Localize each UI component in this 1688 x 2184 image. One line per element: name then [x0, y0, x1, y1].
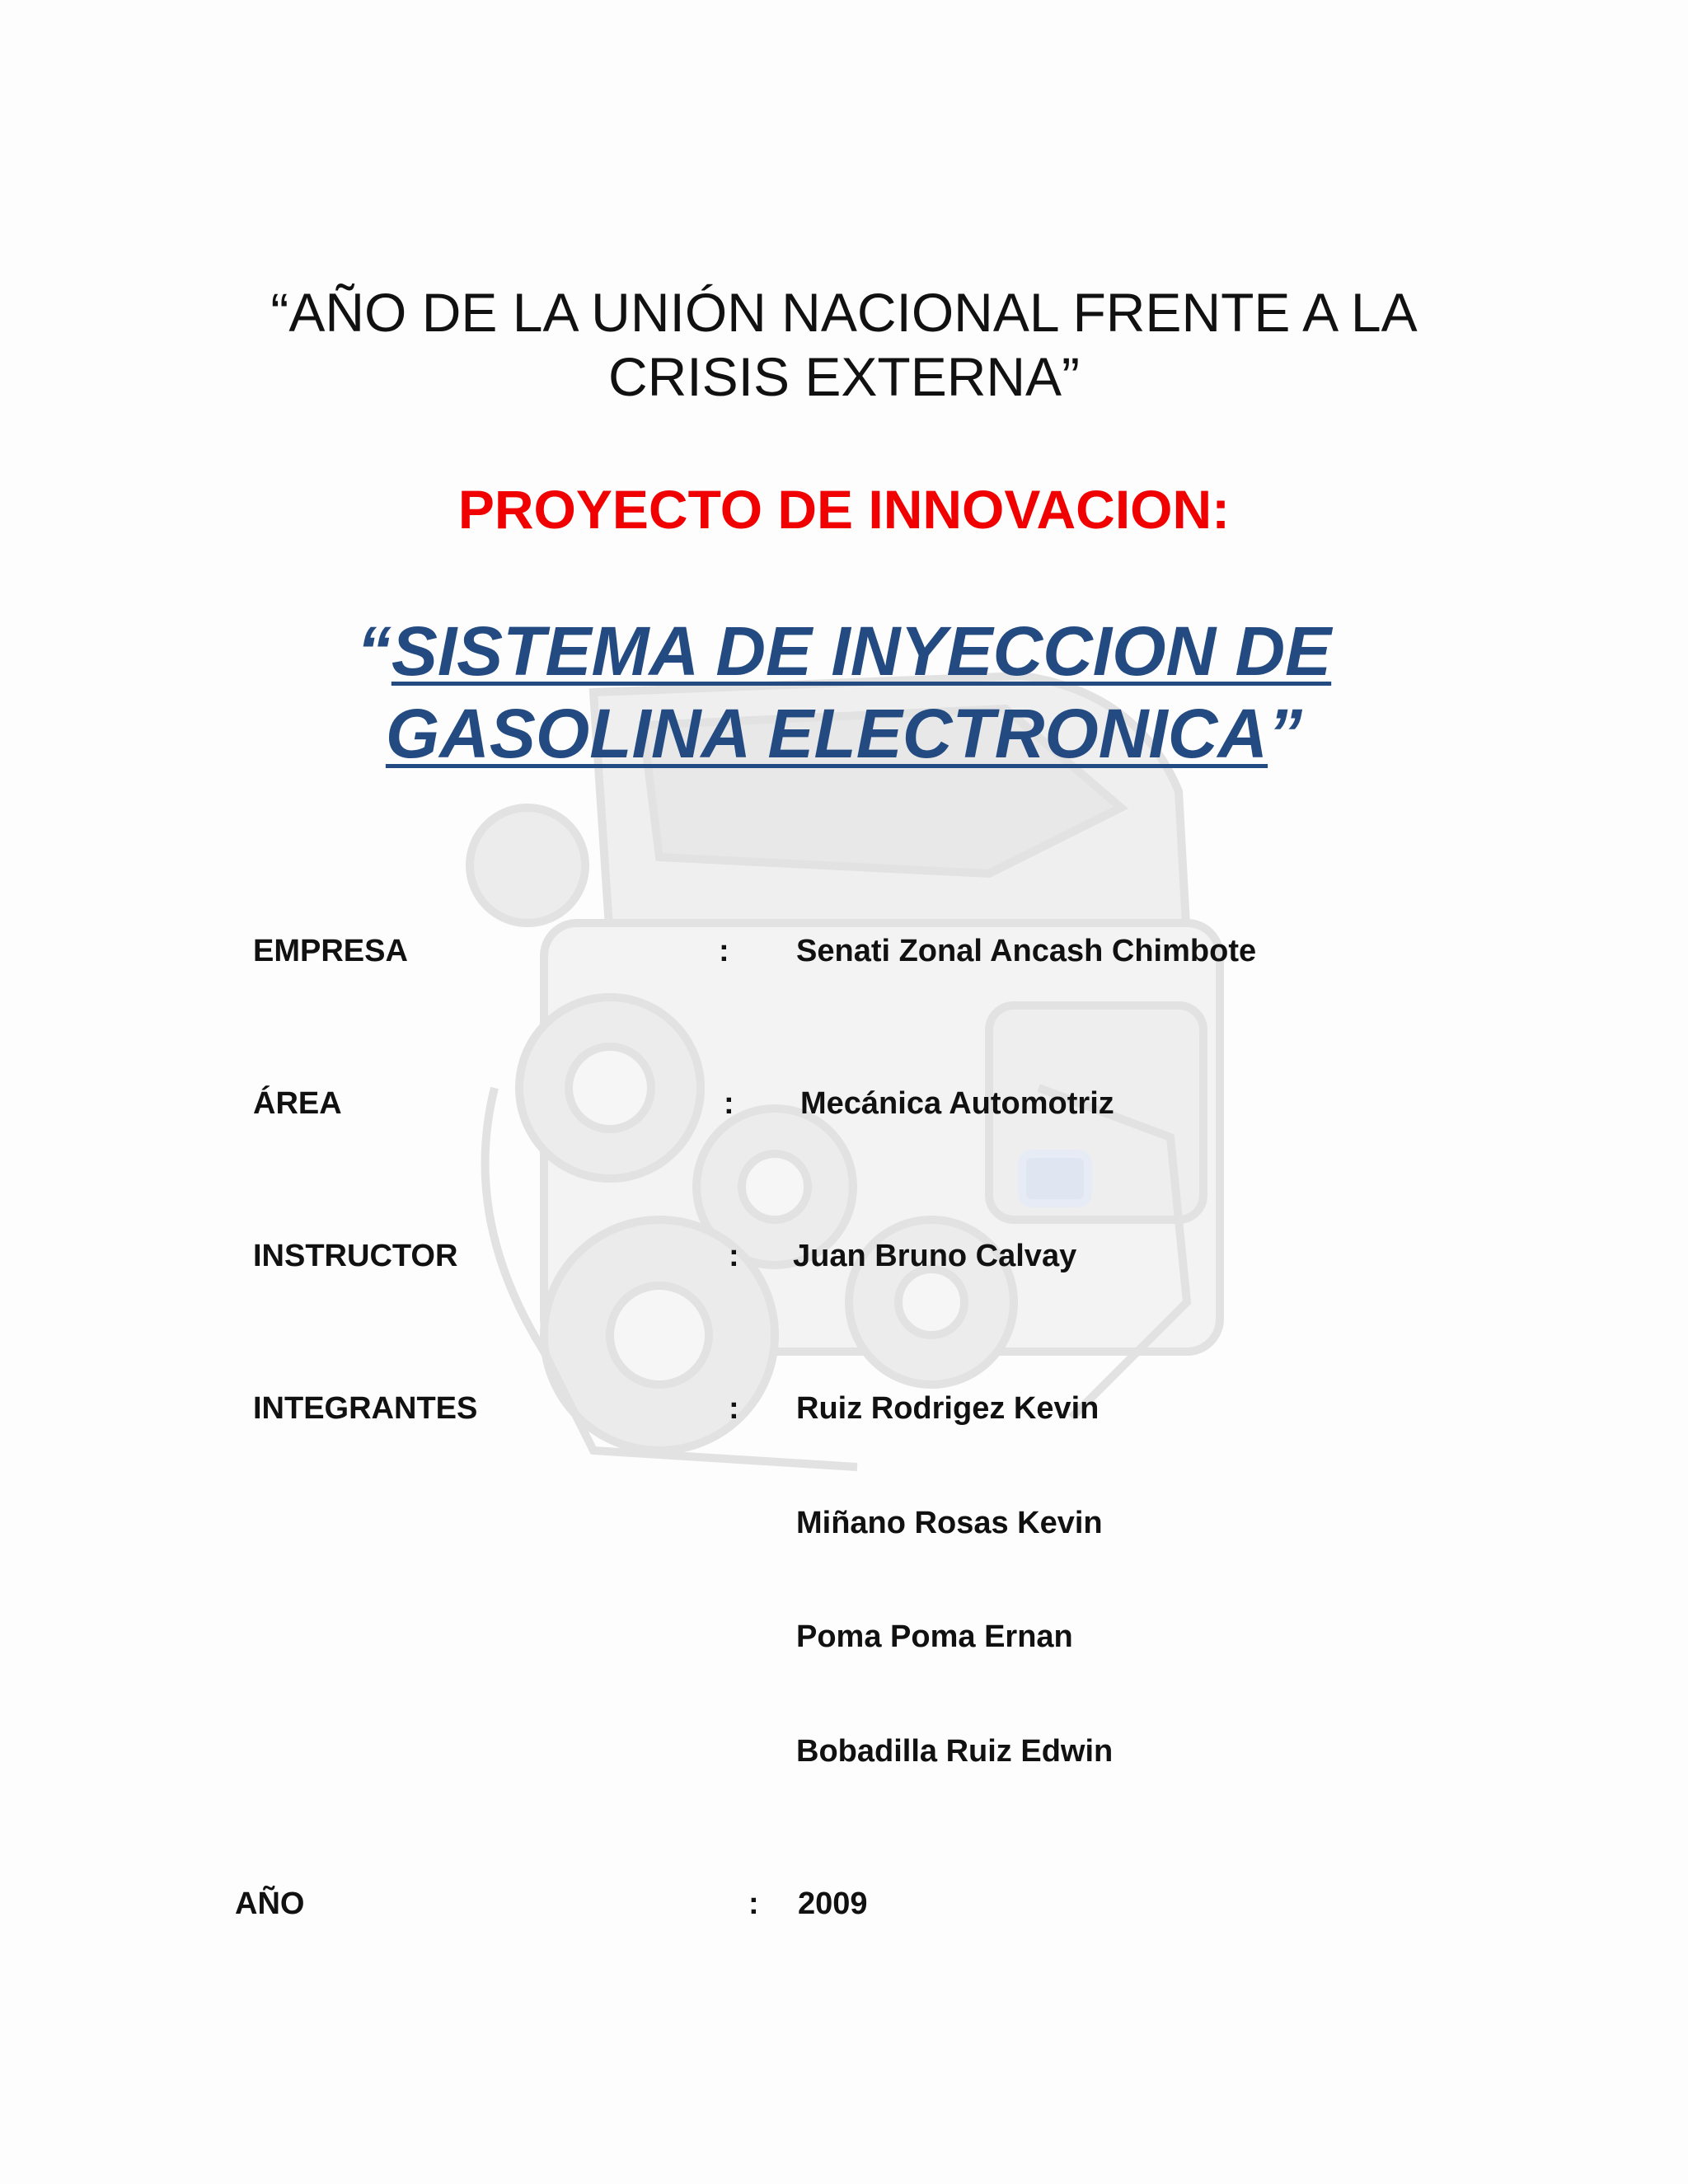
area-label: ÁREA: [253, 1086, 342, 1121]
integrantes-label: INTEGRANTES: [253, 1391, 478, 1426]
empresa-colon: :: [719, 934, 729, 968]
motto-line-1: “AÑO DE LA UNIÓN NACIONAL FRENTE A LA: [270, 282, 1418, 343]
area-value: Mecánica Automotriz: [800, 1086, 1114, 1121]
title-close-quote: ”: [1268, 695, 1303, 772]
integrante-item: Bobadilla Ruiz Edwin: [796, 1734, 1114, 1769]
anio-colon: :: [748, 1886, 759, 1921]
title-line-2: [247, 692, 1441, 775]
empresa-value: Senati Zonal Ancash Chimbote: [796, 934, 1257, 968]
integrante-item: Poma Poma Ernan: [796, 1619, 1073, 1654]
title-line-1: [247, 610, 1441, 692]
anio-value: 2009: [798, 1886, 868, 1921]
integrante-item: Ruiz Rodrigez Kevin: [796, 1391, 1100, 1426]
title-open-quote: “: [356, 612, 392, 690]
instructor-value: Juan Bruno Calvay: [793, 1239, 1077, 1273]
motto-line-2: CRISIS EXTERNA”: [607, 346, 1081, 407]
title-line-2-text: GASOLINA ELECTRONICA: [385, 695, 1268, 772]
title-line-1-text: SISTEMA DE INYECCION DE: [391, 612, 1332, 690]
instructor-colon: :: [729, 1239, 739, 1273]
anio-label: AÑO: [235, 1886, 305, 1921]
instructor-label: INSTRUCTOR: [253, 1239, 458, 1273]
integrantes-colon: :: [729, 1391, 739, 1426]
area-colon: :: [724, 1086, 734, 1121]
year-motto: [165, 280, 1523, 409]
empresa-label: EMPRESA: [253, 934, 408, 968]
integrante-item: Miñano Rosas Kevin: [796, 1506, 1103, 1540]
project-title: [247, 610, 1441, 775]
project-label: PROYECTO DE INNOVACION:: [457, 479, 1231, 540]
